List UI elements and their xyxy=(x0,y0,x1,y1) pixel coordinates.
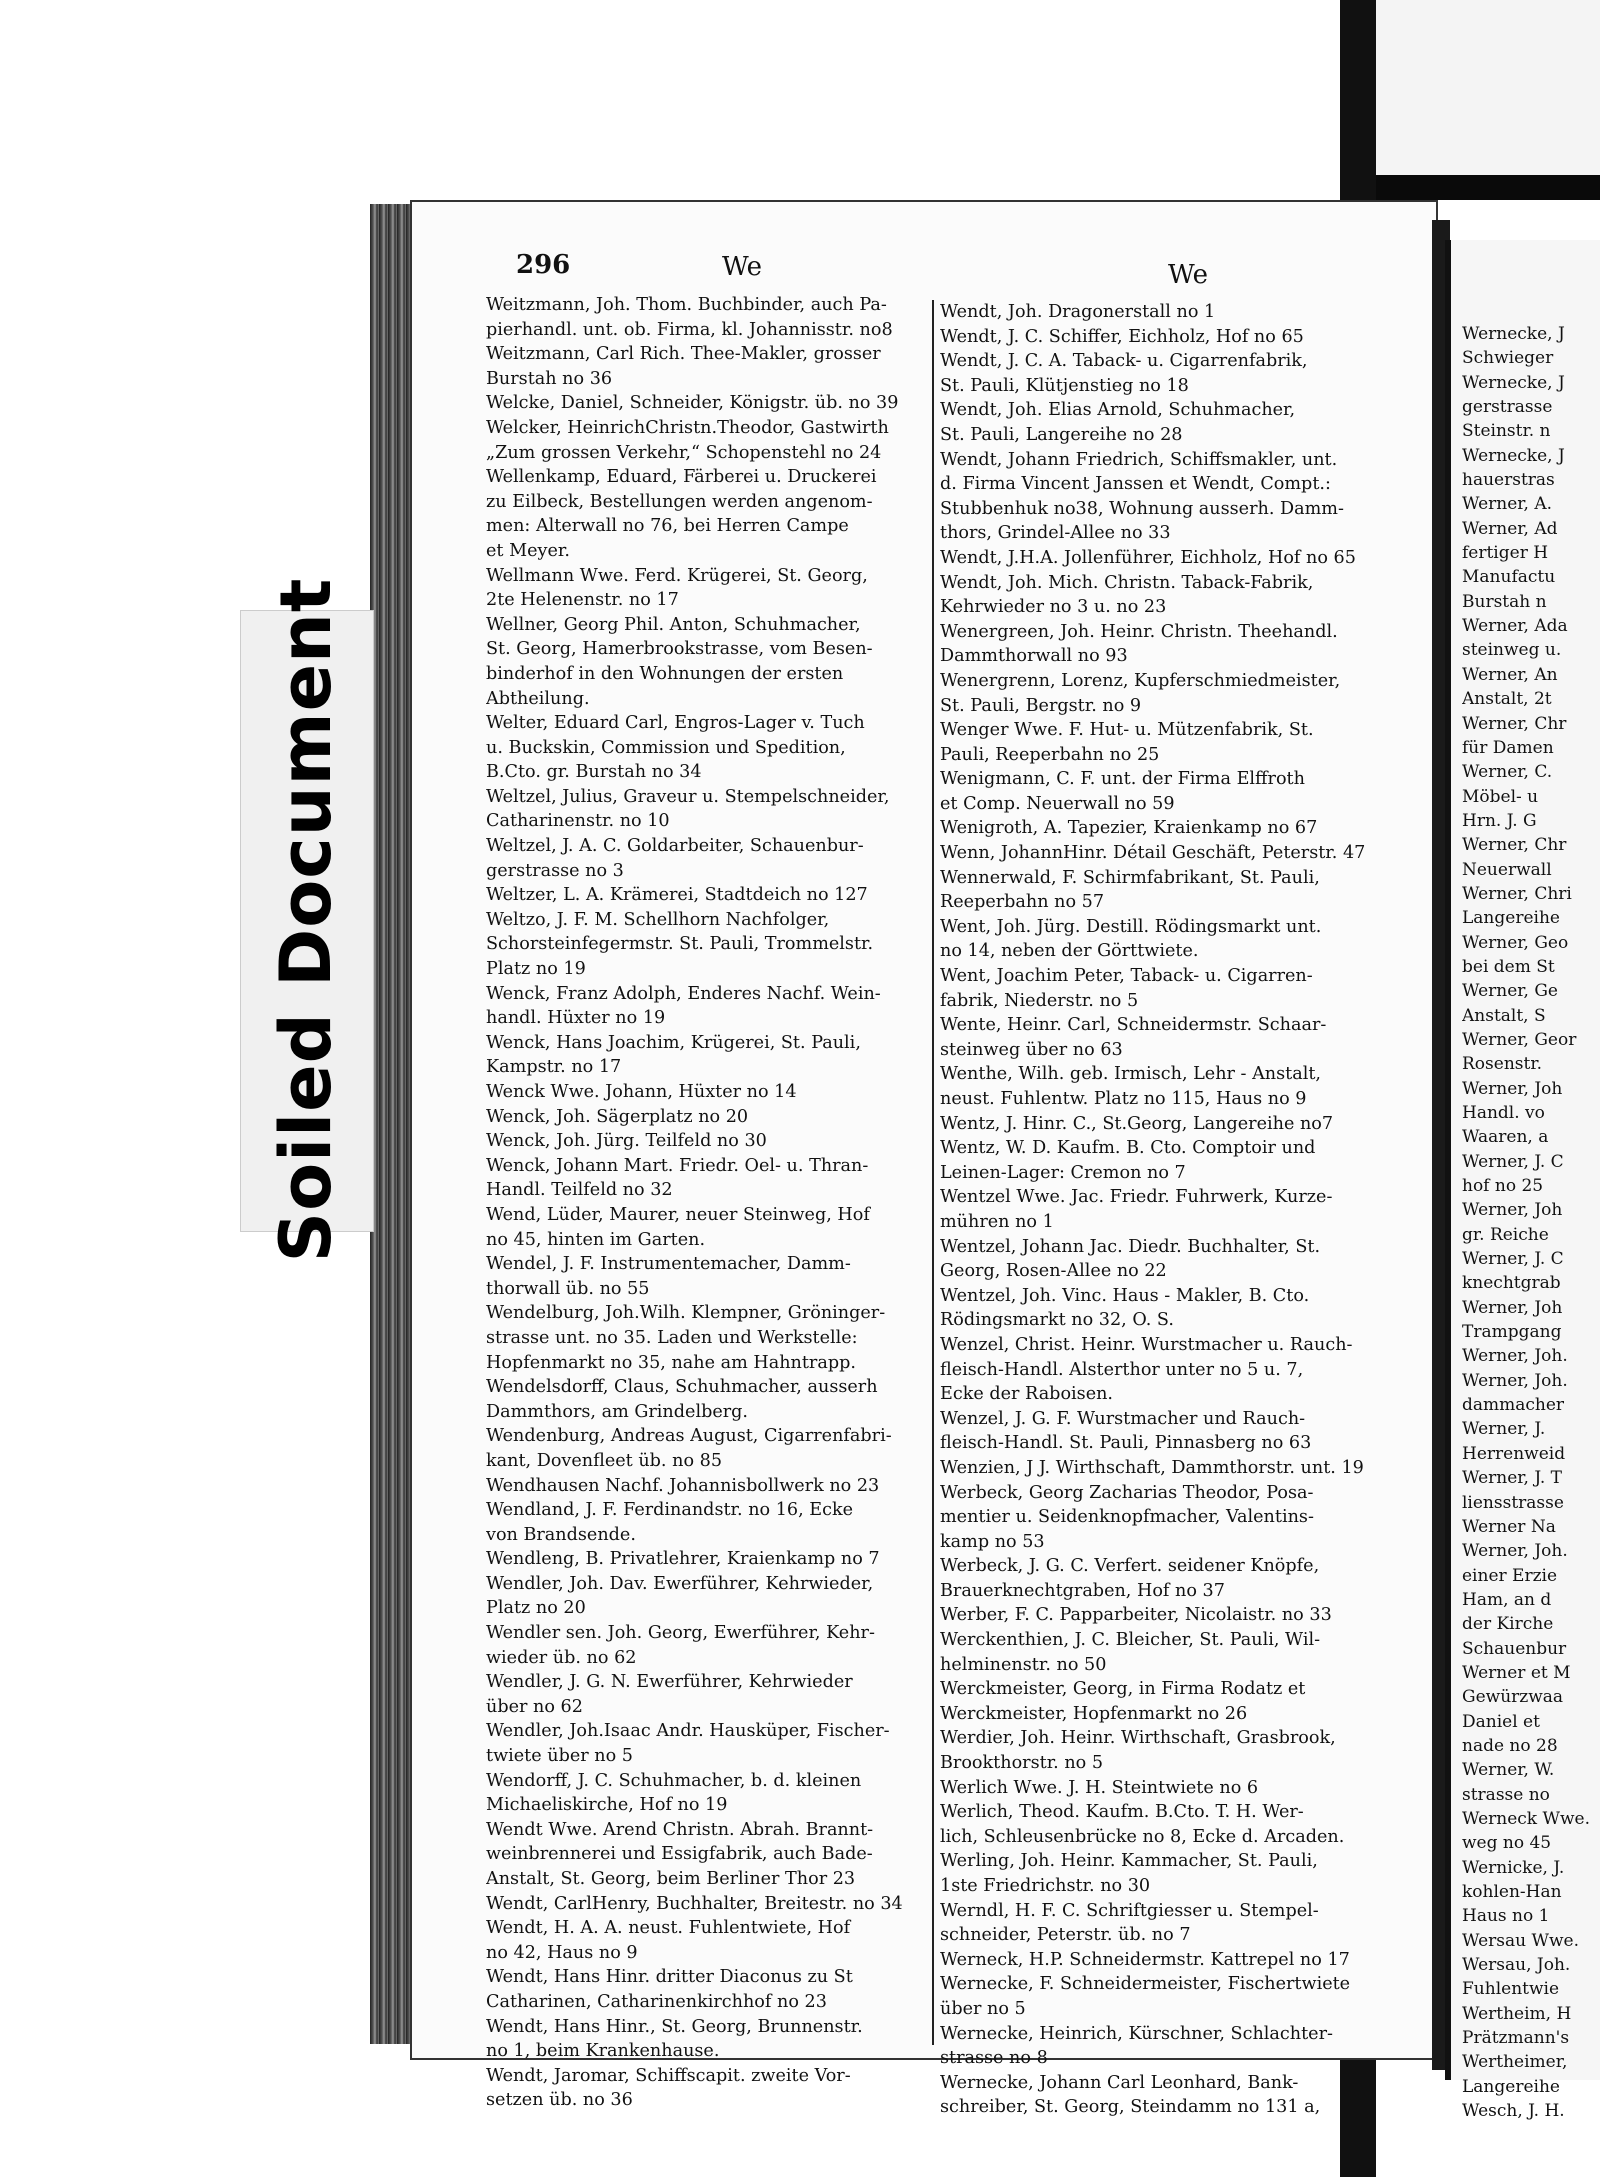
directory-entry-line: Wendt, Hans Hinr., St. Georg, Brunnenstr. xyxy=(486,2016,863,2037)
directory-entry-line: Weltzer, L. A. Krämerei, Stadtdeich no 127 xyxy=(486,885,868,906)
directory-entry-line: Schauenbur xyxy=(1462,1638,1567,1659)
directory-entry-line: Werner, Chri xyxy=(1462,883,1572,904)
directory-entry-line: gerstrasse no 3 xyxy=(486,860,624,881)
directory-entry-line: Wendt, Jaromar, Schiffscapit. zweite Vor- xyxy=(486,2065,851,2086)
directory-entry-line: Wendler sen. Joh. Georg, Ewerführer, Kehr- xyxy=(486,1623,875,1644)
directory-entry-line: schreiber, St. Georg, Steindamm no 131 a, xyxy=(940,2097,1321,2118)
directory-entry-line: Kehrwieder no 3 u. no 23 xyxy=(940,597,1167,618)
directory-entry-line: bei dem St xyxy=(1462,956,1555,977)
directory-entry-line: Möbel- u xyxy=(1462,786,1539,807)
directory-entry-line: Welcker, HeinrichChristn.Theodor, Gastwirth xyxy=(486,417,889,438)
directory-entry-line: Rödingsmarkt no 32, O. S. xyxy=(940,1310,1174,1331)
directory-entry-line: Wendt, J. C. A. Taback- u. Cigarrenfabrik, xyxy=(940,351,1308,372)
directory-entry-line: thorwall üb. no 55 xyxy=(486,1278,650,1299)
directory-entry-line: Gewürzwaa xyxy=(1462,1687,1564,1708)
directory-entry-line: Wellenkamp, Eduard, Färberei u. Druckerei xyxy=(486,467,877,488)
directory-entry-line: binderhof in den Wohnungen der ersten xyxy=(486,663,844,684)
directory-entry-line: Wendt, H. A. A. neust. Fuhlentwiete, Hof xyxy=(486,1918,851,1939)
directory-entry-line: Werner, Chr xyxy=(1462,835,1567,856)
directory-entry-line: Waaren, a xyxy=(1462,1127,1549,1148)
directory-entry-line: fabrik, Niederstr. no 5 xyxy=(940,990,1139,1011)
directory-entry-line: Wenck Wwe. Johann, Hüxter no 14 xyxy=(486,1082,797,1102)
directory-entry-line: St. Pauli, Klütjenstieg no 18 xyxy=(940,375,1189,396)
scan-background-light xyxy=(1370,0,1600,175)
column-divider xyxy=(932,300,934,2045)
directory-entry-line: Wendt, Joh. Dragonerstall no 1 xyxy=(940,302,1216,322)
directory-entry-line: Werner, A. xyxy=(1462,494,1553,515)
directory-entry-line: no 14, neben der Görttwiete. xyxy=(940,941,1199,962)
directory-entry-line: kamp no 53 xyxy=(940,1531,1045,1552)
directory-entry-line: Werckmeister, Hopfenmarkt no 26 xyxy=(940,1703,1248,1724)
directory-entry-line: Hrn. J. G xyxy=(1462,810,1537,831)
directory-entry-line: über no 5 xyxy=(940,1998,1026,2019)
directory-entry-line: Wernecke, Heinrich, Kürschner, Schlachter- xyxy=(940,2023,1333,2044)
directory-entry-line: weg no 45 xyxy=(1462,1833,1552,1854)
directory-entry-line: Wernecke, J xyxy=(1462,324,1565,344)
directory-entry-line: Wernecke, F. Schneidermeister, Fischertwiete xyxy=(940,1974,1351,1995)
directory-entry-line: Werckenthien, J. C. Bleicher, St. Pauli, Wil- xyxy=(940,1630,1321,1651)
directory-entry-line: no 1, beim Krankenhause. xyxy=(486,2041,720,2062)
directory-entry-line: strasse no 8 xyxy=(940,2048,1048,2069)
directory-entry-line: Weltzel, Julius, Graveur u. Stempelschneider, xyxy=(486,786,890,807)
directory-entry-line: Prätzmann's xyxy=(1462,2028,1570,2049)
directory-entry-line: Wenzien, J J. Wirthschaft, Dammthorstr. unt. 19 xyxy=(940,1457,1364,1478)
directory-entry-line: Haus no 1 xyxy=(1462,1906,1550,1927)
directory-entry-line: über no 62 xyxy=(486,1696,583,1717)
directory-entry-line: Werneck Wwe. xyxy=(1462,1808,1590,1829)
directory-entry-line: dammacher xyxy=(1462,1395,1565,1416)
directory-entry-line: Werner, C. xyxy=(1462,762,1553,783)
facing-page-column xyxy=(1462,322,1600,2123)
directory-entry-line: Werner, Geo xyxy=(1462,932,1569,953)
directory-entry-line: kohlen-Han xyxy=(1462,1882,1562,1902)
directory-entry-line: Werner, Joh. xyxy=(1462,1370,1568,1391)
directory-entry-line: Werner, J. C xyxy=(1462,1249,1564,1270)
directory-entry-line: Wernecke, Johann Carl Leonhard, Bank- xyxy=(940,2072,1299,2093)
directory-entry-line: Werner, J. C xyxy=(1462,1151,1564,1172)
directory-entry-line: Abtheilung. xyxy=(486,688,590,709)
directory-entry-line: Brookthorstr. no 5 xyxy=(940,1753,1104,1774)
directory-entry-line: Wendleng, B. Privatlehrer, Kraienkamp no 7 xyxy=(486,1549,880,1570)
directory-entry-line: Werner, W. xyxy=(1462,1760,1555,1781)
directory-entry-line: Weitzmann, Carl Rich. Thee-Makler, grosser xyxy=(486,344,881,365)
directory-entry-line: Wersau, Joh. xyxy=(1462,1955,1571,1976)
directory-entry-line: Anstalt, 2t xyxy=(1462,689,1552,710)
directory-entry-line: Wenck, Joh. Sägerplatz no 20 xyxy=(486,1106,749,1127)
directory-entry-line: Burstah no 36 xyxy=(486,368,613,389)
directory-entry-line: Wernecke, J xyxy=(1462,372,1565,393)
directory-entry-line: Schorsteinfegermstr. St. Pauli, Trommelstr. xyxy=(486,934,874,955)
directory-entry-line: Wendt, CarlHenry, Buchhalter, Breitestr. no 34 xyxy=(486,1893,903,1914)
directory-entry-line: Wenck, Hans Joachim, Krügerei, St. Pauli, xyxy=(486,1032,861,1053)
directory-entry-line: fleisch-Handl. St. Pauli, Pinnasberg no 63 xyxy=(940,1433,1312,1454)
directory-entry-line: Werner Na xyxy=(1462,1516,1556,1537)
right-column xyxy=(940,300,1380,2120)
directory-entry-line: men: Alterwall no 76, bei Herren Campe xyxy=(486,516,849,537)
directory-entry-line: Wendland, J. F. Ferdinandstr. no 16, Ecke xyxy=(486,1500,854,1521)
directory-entry-line: 1ste Friedrichstr. no 30 xyxy=(940,1876,1151,1896)
directory-entry-line: helminenstr. no 50 xyxy=(940,1654,1107,1675)
directory-entry-line: Wenzel, J. G. F. Wurstmacher und Rauch- xyxy=(940,1408,1306,1429)
directory-entry-line: Wendt, Hans Hinr. dritter Diaconus zu St xyxy=(486,1967,853,1988)
directory-entry-line: Werckmeister, Georg, in Firma Rodatz et xyxy=(940,1679,1306,1700)
book-binding xyxy=(370,204,414,2044)
directory-entry-line: thors, Grindel-Allee no 33 xyxy=(940,523,1171,544)
directory-entry-line: Dammthors, am Grindelberg. xyxy=(486,1401,749,1422)
directory-entry-line: Wentzel, Johann Jac. Diedr. Buchhalter, St. xyxy=(940,1236,1321,1257)
directory-entry-line: Wenergreen, Joh. Heinr. Christn. Theehandl. xyxy=(940,621,1338,642)
directory-entry-line: Manufactu xyxy=(1462,567,1556,588)
directory-entry-line: fertiger H xyxy=(1462,543,1549,564)
directory-entry-line: Wernecke, J xyxy=(1462,445,1565,466)
directory-entry-line: Leinen-Lager: Cremon no 7 xyxy=(940,1162,1186,1183)
directory-entry-line: Wernicke, J. xyxy=(1462,1857,1565,1878)
directory-entry-line: Werner, An xyxy=(1462,664,1558,685)
directory-entry-line: mühren no 1 xyxy=(940,1211,1054,1232)
directory-entry-line: u. Buckskin, Commission und Spedition, xyxy=(486,737,846,758)
directory-entry-line: Werner, J. T xyxy=(1462,1468,1562,1489)
directory-entry-line: Werner, Ad xyxy=(1462,518,1558,539)
directory-entry-line: Hopfenmarkt no 35, nahe am Hahntrapp. xyxy=(486,1352,856,1373)
directory-entry-line: Wendenburg, Andreas August, Cigarrenfabri- xyxy=(486,1426,892,1447)
directory-entry-line: Weltzel, J. A. C. Goldarbeiter, Schauenbur- xyxy=(486,836,864,857)
directory-entry-line: Wenzel, Christ. Heinr. Wurstmacher u. Rauch- xyxy=(940,1334,1353,1355)
directory-entry-line: Trampgang xyxy=(1462,1322,1562,1343)
directory-entry-line: Handl. Teilfeld no 32 xyxy=(486,1180,673,1201)
directory-entry-line: Brauerknechtgraben, Hof no 37 xyxy=(940,1580,1225,1601)
directory-entry-line: Wenck, Joh. Jürg. Teilfeld no 30 xyxy=(486,1131,767,1152)
directory-entry-line: Wendt, Joh. Mich. Christn. Taback-Fabrik, xyxy=(940,572,1314,593)
directory-entry-line: von Brandsende. xyxy=(486,1524,636,1545)
directory-entry-line: Werner, J. xyxy=(1462,1419,1546,1440)
directory-entry-line: Werner, Chr xyxy=(1462,713,1567,734)
directory-entry-line: et Comp. Neuerwall no 59 xyxy=(940,793,1175,814)
directory-entry-line: weinbrennerei und Essigfabrik, auch Bade- xyxy=(486,1844,873,1865)
directory-entry-line: Wendt, J. C. Schiffer, Eichholz, Hof no 65 xyxy=(940,326,1304,347)
directory-entry-line: Langereihe xyxy=(1462,908,1560,929)
directory-entry-line: Wendler, Joh. Dav. Ewerführer, Kehrwieder, xyxy=(486,1573,874,1594)
directory-entry-line: Werner, Joh. xyxy=(1462,1346,1568,1367)
directory-entry-line: Wersau Wwe. xyxy=(1462,1930,1579,1951)
directory-entry-line: Wendel, J. F. Instrumentemacher, Damm- xyxy=(486,1254,851,1275)
directory-entry-line: Werner, Joh xyxy=(1462,1200,1563,1221)
directory-entry-line: lich, Schleusenbrücke no 8, Ecke d. Arcaden. xyxy=(940,1826,1345,1847)
directory-entry-line: Wendt, Johann Friedrich, Schiffsmakler, unt. xyxy=(940,449,1338,470)
directory-entry-line: Langereihe xyxy=(1462,2076,1560,2097)
directory-entry-line: Wendler, J. G. N. Ewerführer, Kehrwieder xyxy=(486,1672,853,1693)
directory-entry-line: der Kirche xyxy=(1462,1614,1554,1635)
directory-entry-line: hauerstras xyxy=(1462,470,1555,491)
directory-entry-line: steinweg über no 63 xyxy=(940,1039,1123,1060)
directory-entry-line: Wenck, Franz Adolph, Enderes Nachf. Wein- xyxy=(486,983,881,1004)
directory-entry-line: einer Erzie xyxy=(1462,1565,1558,1586)
directory-entry-line: kant, Dovenfleet üb. no 85 xyxy=(486,1450,723,1471)
directory-entry-line: Kampstr. no 17 xyxy=(486,1057,622,1078)
directory-entry-line: strasse unt. no 35. Laden und Werkstelle: xyxy=(486,1327,858,1348)
directory-entry-line: twiete über no 5 xyxy=(486,1746,633,1767)
directory-entry-line: Catharinen, Catharinenkirchhof no 23 xyxy=(486,1991,827,2012)
directory-entry-line: Catharinenstr. no 10 xyxy=(486,811,670,832)
directory-entry-line: Platz no 19 xyxy=(486,959,586,980)
directory-entry-line: Werner, Ge xyxy=(1462,981,1558,1002)
directory-entry-line: Wendelburg, Joh.Wilh. Klempner, Gröninger- xyxy=(486,1303,886,1324)
directory-entry-line: Werndl, H. F. C. Schriftgiesser u. Stempel- xyxy=(940,1900,1319,1921)
directory-entry-line: Wennerwald, F. Schirmfabrikant, St. Pauli, xyxy=(940,867,1320,888)
directory-entry-line: Pauli, Reeperbahn no 25 xyxy=(940,744,1160,765)
directory-entry-line: St. Pauli, Bergstr. no 9 xyxy=(940,695,1142,716)
directory-entry-line: Wentz, J. Hinr. C., St.Georg, Langereihe no7 xyxy=(940,1113,1334,1134)
directory-entry-line: Wellner, Georg Phil. Anton, Schuhmacher, xyxy=(486,614,861,635)
directory-entry-line: Werner, Geor xyxy=(1462,1029,1577,1050)
directory-entry-line: Wendt Wwe. Arend Christn. Abrah. Brannt- xyxy=(486,1819,874,1840)
directory-entry-line: Neuerwall xyxy=(1462,859,1552,880)
directory-entry-line: Daniel et xyxy=(1462,1711,1540,1732)
directory-entry-line: liensstrasse xyxy=(1462,1492,1564,1513)
directory-entry-line: Went, Joh. Jürg. Destill. Rödingsmarkt unt. xyxy=(940,916,1322,937)
directory-entry-line: Wenergrenn, Lorenz, Kupferschmiedmeister, xyxy=(940,670,1341,691)
directory-entry-line: no 42, Haus no 9 xyxy=(486,1942,638,1963)
directory-entry-line: Wentz, W. D. Kaufm. B. Cto. Comptoir und xyxy=(940,1138,1316,1159)
directory-entry-line: Handl. vo xyxy=(1462,1103,1545,1123)
directory-entry-line: Werling, Joh. Heinr. Kammacher, St. Pauli, xyxy=(940,1851,1318,1872)
directory-entry-line: Wertheim, H xyxy=(1462,2003,1572,2024)
directory-entry-line: Ham, an d xyxy=(1462,1589,1552,1610)
running-header-left: We xyxy=(722,252,762,282)
directory-entry-line: Wesch, J. H. xyxy=(1462,2101,1565,2122)
directory-entry-line: d. Firma Vincent Janssen et Wendt, Compt.: xyxy=(940,474,1331,495)
directory-entry-line: Stubbenhuk no38, Wohnung ausserh. Damm- xyxy=(940,498,1344,519)
directory-entry-line: Wenigroth, A. Tapezier, Kraienkamp no 67 xyxy=(940,818,1318,839)
directory-entry-line: Reeperbahn no 57 xyxy=(940,892,1105,913)
directory-entry-line: Weltzo, J. F. M. Schellhorn Nachfolger, xyxy=(486,909,830,930)
directory-entry-line: schneider, Peterstr. üb. no 7 xyxy=(940,1925,1191,1946)
directory-entry-line: no 45, hinten im Garten. xyxy=(486,1229,706,1250)
directory-entry-line: Wendt, J.H.A. Jollenführer, Eichholz, Hof no 65 xyxy=(940,547,1356,568)
directory-entry-line: St. Pauli, Langereihe no 28 xyxy=(940,424,1183,445)
directory-entry-line: Wend, Lüder, Maurer, neuer Steinweg, Hof xyxy=(486,1204,870,1225)
page-number: 296 xyxy=(516,250,571,280)
directory-entry-line: Werlich Wwe. J. H. Steintwiete no 6 xyxy=(940,1777,1259,1798)
directory-entry-line: Ecke der Raboisen. xyxy=(940,1384,1114,1405)
stamp-label: Soiled Document xyxy=(265,577,347,1263)
directory-entry-line: hof no 25 xyxy=(1462,1176,1544,1197)
directory-entry-line: Steinstr. n xyxy=(1462,421,1551,442)
directory-entry-line: Fuhlentwie xyxy=(1462,1979,1560,2000)
directory-entry-line: Anstalt, S xyxy=(1462,1005,1546,1026)
directory-entry-line: knechtgrab xyxy=(1462,1273,1561,1294)
directory-entry-line: Platz no 20 xyxy=(486,1598,586,1619)
directory-entry-line: Rosenstr. xyxy=(1462,1054,1542,1075)
directory-entry-line: gerstrasse xyxy=(1462,397,1553,418)
directory-entry-line: Werlich, Theod. Kaufm. B.Cto. T. H. Wer- xyxy=(940,1802,1304,1823)
directory-entry-line: Welter, Eduard Carl, Engros-Lager v. Tuch xyxy=(486,713,865,734)
directory-entry-line: Werner, Joh xyxy=(1462,1078,1563,1099)
directory-entry-line: Dammthorwall no 93 xyxy=(940,646,1128,667)
directory-entry-line: Werbeck, J. G. C. Verfert. seidener Knöpfe, xyxy=(940,1556,1320,1577)
directory-entry-line: Werner, Joh xyxy=(1462,1297,1563,1318)
directory-entry-line: Wenn, JohannHinr. Détail Geschäft, Peterstr. 47 xyxy=(940,843,1366,864)
directory-entry-line: Michaeliskirche, Hof no 19 xyxy=(486,1795,728,1816)
directory-entry-line: Wentzel Wwe. Jac. Friedr. Fuhrwerk, Kurze- xyxy=(940,1187,1333,1208)
directory-entry-line: Georg, Rosen-Allee no 22 xyxy=(940,1261,1167,1282)
left-column xyxy=(486,293,926,2113)
directory-entry-line: Wellmann Wwe. Ferd. Krügerei, St. Georg, xyxy=(486,565,868,586)
directory-entry-line: Herrenweid xyxy=(1462,1443,1566,1464)
directory-entry-line: Werdier, Joh. Heinr. Wirthschaft, Grasbrook, xyxy=(940,1728,1336,1749)
directory-entry-line: 2te Helenenstr. no 17 xyxy=(486,590,679,611)
running-header-right: We xyxy=(1168,260,1208,290)
directory-entry-line: mentier u. Seidenknopfmacher, Valentins- xyxy=(940,1507,1314,1528)
directory-entry-line: neust. Fuhlentw. Platz no 115, Haus no 9 xyxy=(940,1089,1307,1109)
directory-entry-line: „Zum grossen Verkehr,“ Schopenstehl no 24 xyxy=(486,442,882,463)
directory-entry-line: steinweg u. xyxy=(1462,640,1562,661)
directory-entry-line: Wendorff, J. C. Schuhmacher, b. d. kleinen xyxy=(486,1770,862,1791)
directory-entry-line: Wendhausen Nachf. Johannisbollwerk no 23 xyxy=(486,1475,880,1496)
directory-entry-line: setzen üb. no 36 xyxy=(486,2090,633,2111)
directory-entry-line: nade no 28 xyxy=(1462,1735,1558,1756)
directory-entry-line: Wenck, Johann Mart. Friedr. Oel- u. Thran- xyxy=(486,1155,869,1176)
directory-entry-line: Wendt, Joh. Elias Arnold, Schuhmacher, xyxy=(940,400,1296,421)
directory-entry-line: Burstah n xyxy=(1462,591,1547,612)
directory-entry-line: wieder üb. no 62 xyxy=(486,1647,637,1668)
directory-entry-line: Welcke, Daniel, Schneider, Königstr. üb. no 39 xyxy=(486,393,899,414)
directory-entry-line: Wertheimer, xyxy=(1462,2052,1568,2073)
directory-entry-line: fleisch-Handl. Alsterthor unter no 5 u. 7, xyxy=(940,1359,1304,1380)
directory-entry-line: Anstalt, St. Georg, beim Berliner Thor 23 xyxy=(486,1869,856,1889)
directory-entry-line: Weitzmann, Joh. Thom. Buchbinder, auch Pa- xyxy=(486,295,887,315)
directory-entry-line: et Meyer. xyxy=(486,540,570,561)
directory-entry-line: Werber, F. C. Papparbeiter, Nicolaistr. no 33 xyxy=(940,1605,1332,1626)
directory-entry-line: Werner, Joh. xyxy=(1462,1541,1568,1562)
directory-entry-line: St. Georg, Hamerbrookstrasse, vom Besen- xyxy=(486,639,873,660)
directory-entry-line: B.Cto. gr. Burstah no 34 xyxy=(486,762,702,783)
directory-entry-line: strasse no xyxy=(1462,1784,1550,1805)
directory-entry-line: Went, Joachim Peter, Taback- u. Cigarren- xyxy=(940,966,1313,987)
directory-entry-line: Wendler, Joh.Isaac Andr. Hausküper, Fischer- xyxy=(486,1721,890,1742)
directory-entry-line: für Damen xyxy=(1462,737,1554,758)
directory-entry-line: zu Eilbeck, Bestellungen werden angenom- xyxy=(486,491,873,512)
directory-entry-line: Werner, Ada xyxy=(1462,616,1568,637)
directory-entry-line: Werner et M xyxy=(1462,1662,1571,1683)
directory-entry-line: Wenger Wwe. F. Hut- u. Mützenfabrik, St. xyxy=(940,720,1314,741)
directory-entry-line: gr. Reiche xyxy=(1462,1224,1549,1245)
directory-entry-line: Wenigmann, C. F. unt. der Firma Elffroth xyxy=(940,769,1305,790)
directory-entry-line: Wente, Heinr. Carl, Schneidermstr. Schaar- xyxy=(940,1015,1327,1036)
directory-entry-line: Wentzel, Joh. Vinc. Haus - Makler, B. Cto. xyxy=(940,1285,1310,1306)
directory-entry-line: Schwieger xyxy=(1462,348,1554,369)
directory-entry-line: Wendelsdorff, Claus, Schuhmacher, ausserh xyxy=(486,1377,878,1398)
directory-entry-line: handl. Hüxter no 19 xyxy=(486,1008,666,1029)
directory-entry-line: Werbeck, Georg Zacharias Theodor, Posa- xyxy=(940,1482,1314,1503)
directory-entry-line: Werneck, H.P. Schneidermstr. Kattrepel no 17 xyxy=(940,1949,1350,1970)
directory-entry-line: pierhandl. unt. ob. Firma, kl. Johannisstr. no8 xyxy=(486,319,893,340)
directory-entry-line: Wenthe, Wilh. geb. Irmisch, Lehr - Anstalt, xyxy=(940,1064,1322,1085)
